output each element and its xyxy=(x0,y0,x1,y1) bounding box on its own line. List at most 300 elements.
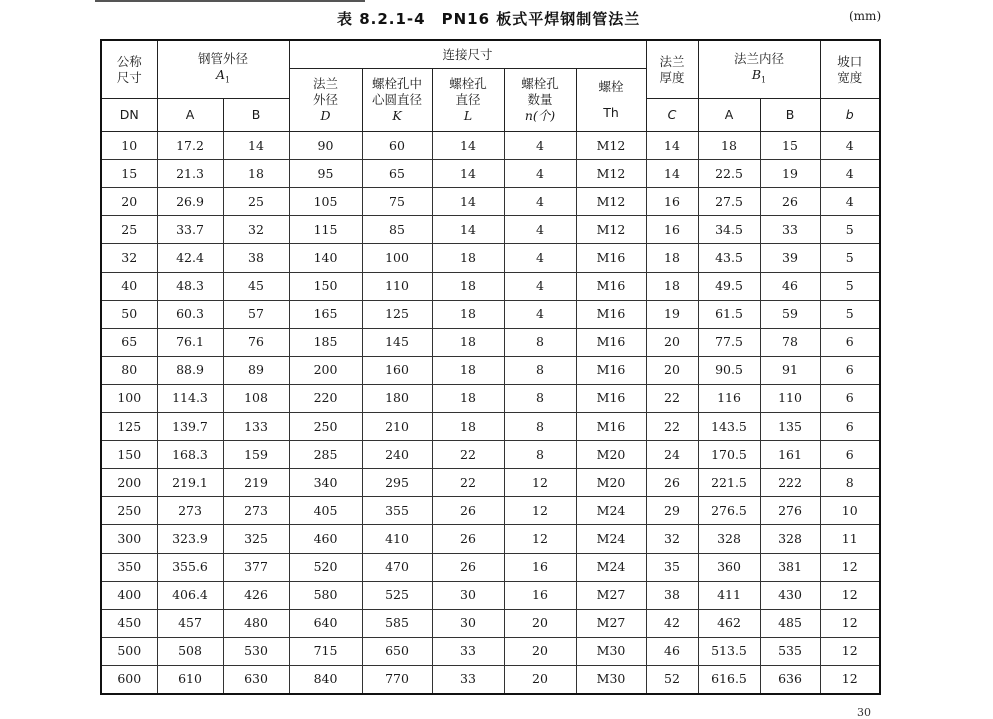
cell-bolt-count: 12 xyxy=(504,497,576,525)
cell-flange-id-a: 49.5 xyxy=(698,272,760,300)
cell-bevel-width: 6 xyxy=(820,384,880,412)
cell-pipe-od-a: 21.3 xyxy=(157,160,223,188)
cell-bolt-count: 4 xyxy=(504,132,576,160)
cell-dn: 100 xyxy=(101,384,157,412)
header-flange-id-label: 法兰内径 xyxy=(733,50,784,66)
cell-bevel-width: 12 xyxy=(820,637,880,665)
cell-flange-od: 115 xyxy=(289,216,362,244)
cell-dn: 15 xyxy=(101,160,157,188)
cell-dn: 10 xyxy=(101,132,157,160)
cell-bolt-size: M12 xyxy=(576,160,646,188)
cell-bolt-size: M27 xyxy=(576,581,646,609)
header-pipe-od-col-a: A xyxy=(157,99,223,132)
header-pipe-od-col-b: B xyxy=(223,99,289,132)
cell-thickness: 16 xyxy=(646,188,698,216)
cell-bolt-size: M30 xyxy=(576,665,646,694)
cell-bolt-hole: 18 xyxy=(432,272,504,300)
cell-thickness: 20 xyxy=(646,328,698,356)
header-thickness-label-1: 法兰 xyxy=(659,53,685,69)
cell-thickness: 14 xyxy=(646,132,698,160)
cell-bolt-size: M12 xyxy=(576,216,646,244)
cell-bolt-count: 20 xyxy=(504,665,576,694)
header-bolt-circle-cell xyxy=(362,69,432,132)
cell-flange-od: 285 xyxy=(289,441,362,469)
cell-bevel-width: 12 xyxy=(820,553,880,581)
cell-thickness: 22 xyxy=(646,413,698,441)
cell-pipe-od-a: 610 xyxy=(157,665,223,694)
cell-bolt-hole: 18 xyxy=(432,300,504,328)
cell-bevel-width: 6 xyxy=(820,328,880,356)
cell-bolt-circle: 180 xyxy=(362,384,432,412)
cell-flange-id-b: 110 xyxy=(760,384,820,412)
cell-bolt-size: M30 xyxy=(576,637,646,665)
header-bevel-label-1: 坡口 xyxy=(837,53,863,69)
cell-pipe-od-b: 133 xyxy=(223,413,289,441)
cell-bolt-count: 20 xyxy=(504,609,576,637)
header-thickness-label-2: 厚度 xyxy=(659,69,685,85)
cell-flange-od: 90 xyxy=(289,132,362,160)
cell-bevel-width: 6 xyxy=(820,413,880,441)
table-row xyxy=(101,497,880,525)
table-row xyxy=(101,581,880,609)
header-flange-id-col-a: A xyxy=(698,99,760,132)
cell-pipe-od-a: 168.3 xyxy=(157,441,223,469)
cell-bolt-hole: 18 xyxy=(432,356,504,384)
table-row xyxy=(101,553,880,581)
cell-thickness: 20 xyxy=(646,356,698,384)
cell-bolt-size: M12 xyxy=(576,188,646,216)
cell-bolt-hole: 14 xyxy=(432,188,504,216)
cell-pipe-od-b: 630 xyxy=(223,665,289,694)
cell-pipe-od-a: 48.3 xyxy=(157,272,223,300)
cell-flange-id-b: 59 xyxy=(760,300,820,328)
cell-dn: 500 xyxy=(101,637,157,665)
cell-pipe-od-b: 377 xyxy=(223,553,289,581)
cell-flange-id-a: 34.5 xyxy=(698,216,760,244)
cell-bolt-hole: 33 xyxy=(432,665,504,694)
cell-dn: 32 xyxy=(101,244,157,272)
cell-bolt-hole: 14 xyxy=(432,216,504,244)
header-thickness-cell xyxy=(646,40,698,99)
header-connection-label: 连接尺寸 xyxy=(289,40,646,69)
cell-bolt-size: M24 xyxy=(576,497,646,525)
cell-flange-od: 250 xyxy=(289,413,362,441)
cell-flange-id-a: 360 xyxy=(698,553,760,581)
cell-thickness: 18 xyxy=(646,244,698,272)
header-flange-od-label-1: 法兰 xyxy=(312,76,338,92)
cell-bolt-size: M12 xyxy=(576,132,646,160)
table-body xyxy=(101,132,880,694)
cell-bolt-hole: 30 xyxy=(432,609,504,637)
header-flange-od-symbol: D xyxy=(320,108,331,124)
top-rule xyxy=(95,0,365,2)
cell-flange-id-a: 143.5 xyxy=(698,413,760,441)
cell-pipe-od-a: 33.7 xyxy=(157,216,223,244)
header-bevel-symbol: b xyxy=(820,99,880,132)
cell-thickness: 24 xyxy=(646,441,698,469)
table-row xyxy=(101,300,880,328)
cell-thickness: 42 xyxy=(646,609,698,637)
header-pipe-od-label: 钢管外径 xyxy=(197,50,248,66)
cell-bolt-circle: 125 xyxy=(362,300,432,328)
table-row xyxy=(101,328,880,356)
cell-flange-id-a: 411 xyxy=(698,581,760,609)
cell-bolt-circle: 240 xyxy=(362,441,432,469)
cell-bevel-width: 11 xyxy=(820,525,880,553)
header-flange-od-label-2: 外径 xyxy=(312,92,338,108)
cell-pipe-od-b: 219 xyxy=(223,469,289,497)
cell-pipe-od-b: 89 xyxy=(223,356,289,384)
table-row xyxy=(101,525,880,553)
cell-pipe-od-b: 45 xyxy=(223,272,289,300)
cell-bolt-hole: 22 xyxy=(432,469,504,497)
cell-flange-od: 150 xyxy=(289,272,362,300)
cell-bolt-circle: 470 xyxy=(362,553,432,581)
cell-dn: 250 xyxy=(101,497,157,525)
cell-bolt-size: M16 xyxy=(576,356,646,384)
cell-bolt-size: M16 xyxy=(576,244,646,272)
cell-bolt-size: M20 xyxy=(576,469,646,497)
cell-flange-id-b: 26 xyxy=(760,188,820,216)
cell-bolt-circle: 295 xyxy=(362,469,432,497)
cell-thickness: 46 xyxy=(646,637,698,665)
table-row xyxy=(101,216,880,244)
cell-bevel-width: 6 xyxy=(820,441,880,469)
cell-bolt-size: M24 xyxy=(576,525,646,553)
cell-pipe-od-a: 114.3 xyxy=(157,384,223,412)
cell-bolt-count: 8 xyxy=(504,384,576,412)
cell-bolt-count: 16 xyxy=(504,553,576,581)
cell-bolt-circle: 65 xyxy=(362,160,432,188)
header-bolt-label: 螺栓 xyxy=(598,79,624,95)
cell-bevel-width: 4 xyxy=(820,132,880,160)
cell-thickness: 26 xyxy=(646,469,698,497)
cell-pipe-od-a: 273 xyxy=(157,497,223,525)
cell-flange-od: 140 xyxy=(289,244,362,272)
header-pipe-od-cell xyxy=(157,40,289,99)
cell-bolt-hole: 22 xyxy=(432,441,504,469)
cell-flange-od: 640 xyxy=(289,609,362,637)
cell-bolt-count: 4 xyxy=(504,300,576,328)
cell-pipe-od-b: 426 xyxy=(223,581,289,609)
cell-bevel-width: 5 xyxy=(820,300,880,328)
cell-bolt-count: 8 xyxy=(504,413,576,441)
cell-bolt-hole: 33 xyxy=(432,637,504,665)
cell-bolt-circle: 160 xyxy=(362,356,432,384)
cell-bolt-circle: 770 xyxy=(362,665,432,694)
cell-flange-od: 460 xyxy=(289,525,362,553)
header-thickness-symbol: C xyxy=(646,99,698,132)
cell-thickness: 16 xyxy=(646,216,698,244)
cell-thickness: 32 xyxy=(646,525,698,553)
cell-bolt-size: M20 xyxy=(576,441,646,469)
cell-bolt-size: M27 xyxy=(576,609,646,637)
table-title: 表 8.2.1-4 PN16 板式平焊钢制管法兰 xyxy=(337,10,641,28)
cell-bolt-circle: 60 xyxy=(362,132,432,160)
cell-bevel-width: 4 xyxy=(820,160,880,188)
cell-flange-id-b: 430 xyxy=(760,581,820,609)
cell-bolt-hole: 14 xyxy=(432,132,504,160)
table-row xyxy=(101,665,880,694)
cell-bolt-size: M16 xyxy=(576,272,646,300)
cell-pipe-od-b: 480 xyxy=(223,609,289,637)
cell-pipe-od-a: 17.2 xyxy=(157,132,223,160)
table-header xyxy=(101,40,880,132)
cell-flange-od: 105 xyxy=(289,188,362,216)
cell-flange-od: 185 xyxy=(289,328,362,356)
cell-bolt-hole: 18 xyxy=(432,328,504,356)
header-bolt-hole-cell xyxy=(432,69,504,132)
cell-flange-id-b: 46 xyxy=(760,272,820,300)
cell-dn: 600 xyxy=(101,665,157,694)
header-bolt-cell xyxy=(576,69,646,132)
cell-pipe-od-b: 325 xyxy=(223,525,289,553)
table-row xyxy=(101,384,880,412)
cell-flange-id-a: 90.5 xyxy=(698,356,760,384)
cell-bolt-count: 16 xyxy=(504,581,576,609)
header-bolt-hole-label-1: 螺栓孔 xyxy=(449,76,487,92)
table-row xyxy=(101,132,880,160)
table-row xyxy=(101,272,880,300)
cell-bolt-count: 8 xyxy=(504,356,576,384)
cell-pipe-od-a: 508 xyxy=(157,637,223,665)
cell-bolt-circle: 355 xyxy=(362,497,432,525)
cell-pipe-od-a: 355.6 xyxy=(157,553,223,581)
cell-dn: 300 xyxy=(101,525,157,553)
cell-pipe-od-a: 76.1 xyxy=(157,328,223,356)
table-row xyxy=(101,244,880,272)
table-row xyxy=(101,441,880,469)
cell-bevel-width: 8 xyxy=(820,469,880,497)
cell-flange-id-a: 616.5 xyxy=(698,665,760,694)
cell-flange-id-a: 170.5 xyxy=(698,441,760,469)
cell-bolt-circle: 585 xyxy=(362,609,432,637)
cell-bolt-count: 4 xyxy=(504,244,576,272)
cell-bolt-size: M24 xyxy=(576,553,646,581)
header-bolt-circle-label-2: 心圆直径 xyxy=(371,92,422,108)
cell-flange-id-a: 462 xyxy=(698,609,760,637)
cell-dn: 400 xyxy=(101,581,157,609)
cell-bolt-circle: 100 xyxy=(362,244,432,272)
cell-pipe-od-b: 32 xyxy=(223,216,289,244)
header-flange-id-cell xyxy=(698,40,820,99)
cell-pipe-od-a: 219.1 xyxy=(157,469,223,497)
cell-flange-id-b: 328 xyxy=(760,525,820,553)
cell-dn: 200 xyxy=(101,469,157,497)
cell-flange-id-a: 276.5 xyxy=(698,497,760,525)
cell-flange-id-a: 22.5 xyxy=(698,160,760,188)
cell-dn: 50 xyxy=(101,300,157,328)
cell-bolt-count: 4 xyxy=(504,216,576,244)
table-row xyxy=(101,356,880,384)
header-flange-od-cell xyxy=(289,69,362,132)
cell-bolt-hole: 26 xyxy=(432,553,504,581)
cell-pipe-od-a: 26.9 xyxy=(157,188,223,216)
cell-dn: 150 xyxy=(101,441,157,469)
cell-flange-id-b: 135 xyxy=(760,413,820,441)
cell-bolt-circle: 145 xyxy=(362,328,432,356)
header-bolt-hole-label-2: 直径 xyxy=(455,92,481,108)
cell-bolt-hole: 18 xyxy=(432,384,504,412)
cell-dn: 350 xyxy=(101,553,157,581)
page-number: 30 xyxy=(857,706,871,719)
flange-table xyxy=(100,39,881,695)
table-row xyxy=(101,160,880,188)
cell-flange-id-b: 636 xyxy=(760,665,820,694)
cell-bevel-width: 12 xyxy=(820,609,880,637)
cell-dn: 65 xyxy=(101,328,157,356)
cell-bevel-width: 5 xyxy=(820,216,880,244)
header-bolt-hole-symbol: L xyxy=(463,108,473,124)
cell-flange-id-b: 91 xyxy=(760,356,820,384)
cell-bolt-hole: 18 xyxy=(432,413,504,441)
cell-pipe-od-a: 323.9 xyxy=(157,525,223,553)
cell-dn: 450 xyxy=(101,609,157,637)
cell-flange-od: 200 xyxy=(289,356,362,384)
cell-bolt-count: 20 xyxy=(504,637,576,665)
unit-label: (mm) xyxy=(849,9,882,23)
cell-flange-id-b: 33 xyxy=(760,216,820,244)
cell-bolt-circle: 650 xyxy=(362,637,432,665)
header-bolt-count-label-2: 数量 xyxy=(527,92,553,108)
cell-flange-id-b: 276 xyxy=(760,497,820,525)
cell-flange-id-a: 61.5 xyxy=(698,300,760,328)
header-bevel-cell xyxy=(820,40,880,99)
cell-flange-id-b: 485 xyxy=(760,609,820,637)
cell-thickness: 14 xyxy=(646,160,698,188)
header-flange-id-col-b: B xyxy=(760,99,820,132)
cell-bolt-count: 4 xyxy=(504,188,576,216)
header-dn-cell xyxy=(101,40,157,99)
cell-pipe-od-b: 76 xyxy=(223,328,289,356)
cell-bevel-width: 10 xyxy=(820,497,880,525)
cell-bolt-hole: 14 xyxy=(432,160,504,188)
cell-flange-id-a: 328 xyxy=(698,525,760,553)
cell-flange-od: 405 xyxy=(289,497,362,525)
cell-bolt-size: M16 xyxy=(576,384,646,412)
header-dn-label-2: 尺寸 xyxy=(116,69,142,85)
cell-pipe-od-b: 18 xyxy=(223,160,289,188)
cell-bolt-count: 12 xyxy=(504,469,576,497)
cell-bolt-circle: 210 xyxy=(362,413,432,441)
cell-bevel-width: 12 xyxy=(820,665,880,694)
cell-pipe-od-b: 14 xyxy=(223,132,289,160)
header-bolt-circle-symbol: K xyxy=(392,108,402,124)
cell-pipe-od-a: 139.7 xyxy=(157,413,223,441)
cell-bolt-circle: 75 xyxy=(362,188,432,216)
cell-flange-id-b: 161 xyxy=(760,441,820,469)
cell-bolt-hole: 26 xyxy=(432,497,504,525)
cell-thickness: 29 xyxy=(646,497,698,525)
cell-flange-id-b: 222 xyxy=(760,469,820,497)
cell-pipe-od-b: 273 xyxy=(223,497,289,525)
cell-dn: 40 xyxy=(101,272,157,300)
cell-flange-od: 95 xyxy=(289,160,362,188)
cell-flange-id-a: 221.5 xyxy=(698,469,760,497)
cell-flange-id-b: 535 xyxy=(760,637,820,665)
cell-flange-id-a: 43.5 xyxy=(698,244,760,272)
header-bolt-count-cell xyxy=(504,69,576,132)
cell-pipe-od-b: 25 xyxy=(223,188,289,216)
cell-flange-id-a: 513.5 xyxy=(698,637,760,665)
cell-flange-od: 580 xyxy=(289,581,362,609)
cell-bolt-size: M16 xyxy=(576,328,646,356)
cell-bevel-width: 6 xyxy=(820,356,880,384)
cell-thickness: 52 xyxy=(646,665,698,694)
cell-bolt-count: 4 xyxy=(504,160,576,188)
cell-bolt-count: 8 xyxy=(504,328,576,356)
cell-flange-od: 840 xyxy=(289,665,362,694)
cell-dn: 125 xyxy=(101,413,157,441)
cell-flange-id-a: 77.5 xyxy=(698,328,760,356)
cell-bevel-width: 5 xyxy=(820,244,880,272)
cell-pipe-od-a: 88.9 xyxy=(157,356,223,384)
cell-bolt-circle: 410 xyxy=(362,525,432,553)
cell-bolt-size: M16 xyxy=(576,300,646,328)
cell-flange-id-b: 78 xyxy=(760,328,820,356)
cell-pipe-od-a: 42.4 xyxy=(157,244,223,272)
cell-pipe-od-b: 159 xyxy=(223,441,289,469)
cell-bevel-width: 5 xyxy=(820,272,880,300)
cell-pipe-od-b: 57 xyxy=(223,300,289,328)
cell-flange-id-b: 15 xyxy=(760,132,820,160)
cell-bolt-count: 12 xyxy=(504,525,576,553)
cell-flange-id-a: 18 xyxy=(698,132,760,160)
cell-pipe-od-a: 457 xyxy=(157,609,223,637)
header-pipe-od-symbol: $A_1$ xyxy=(215,66,231,85)
cell-pipe-od-b: 38 xyxy=(223,244,289,272)
cell-flange-id-b: 19 xyxy=(760,160,820,188)
table-row xyxy=(101,637,880,665)
table-row xyxy=(101,609,880,637)
table-row xyxy=(101,469,880,497)
header-flange-id-symbol: $B_1$ xyxy=(751,66,767,85)
table-row xyxy=(101,413,880,441)
cell-flange-od: 165 xyxy=(289,300,362,328)
cell-pipe-od-b: 108 xyxy=(223,384,289,412)
cell-bolt-count: 4 xyxy=(504,272,576,300)
cell-pipe-od-a: 60.3 xyxy=(157,300,223,328)
cell-bolt-hole: 30 xyxy=(432,581,504,609)
cell-dn: 25 xyxy=(101,216,157,244)
cell-thickness: 35 xyxy=(646,553,698,581)
cell-bolt-size: M16 xyxy=(576,413,646,441)
cell-thickness: 19 xyxy=(646,300,698,328)
cell-flange-od: 220 xyxy=(289,384,362,412)
cell-dn: 80 xyxy=(101,356,157,384)
cell-bevel-width: 12 xyxy=(820,581,880,609)
cell-flange-od: 715 xyxy=(289,637,362,665)
cell-flange-id-b: 39 xyxy=(760,244,820,272)
header-bolt-symbol: Th xyxy=(603,105,619,121)
cell-flange-id-a: 116 xyxy=(698,384,760,412)
cell-dn: 20 xyxy=(101,188,157,216)
header-bolt-circle-label-1: 螺栓孔中 xyxy=(371,76,422,92)
header-bolt-count-label-1: 螺栓孔 xyxy=(521,76,559,92)
cell-flange-od: 340 xyxy=(289,469,362,497)
cell-bolt-circle: 85 xyxy=(362,216,432,244)
header-bevel-label-2: 宽度 xyxy=(837,69,863,85)
cell-bolt-hole: 18 xyxy=(432,244,504,272)
cell-bolt-hole: 26 xyxy=(432,525,504,553)
cell-bolt-circle: 525 xyxy=(362,581,432,609)
cell-flange-id-b: 381 xyxy=(760,553,820,581)
cell-bolt-circle: 110 xyxy=(362,272,432,300)
cell-bevel-width: 4 xyxy=(820,188,880,216)
cell-thickness: 22 xyxy=(646,384,698,412)
table-row xyxy=(101,188,880,216)
cell-pipe-od-b: 530 xyxy=(223,637,289,665)
